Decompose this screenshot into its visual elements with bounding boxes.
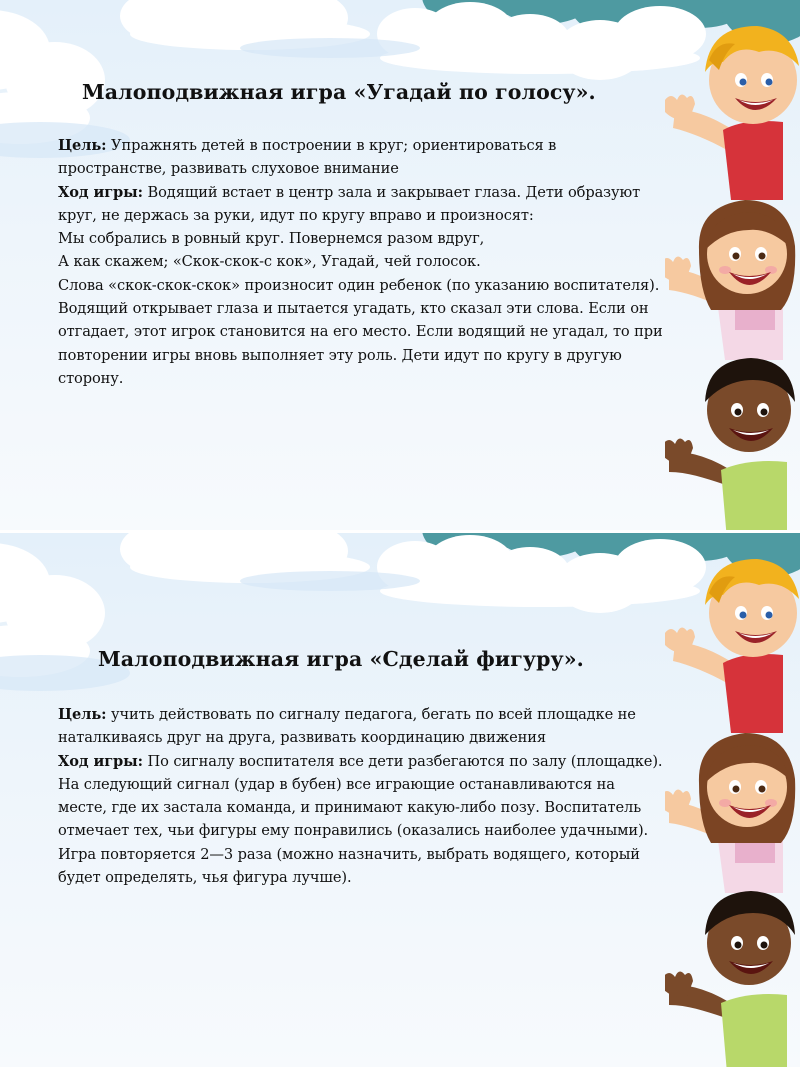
slide-title: Малоподвижная игра «Сделай фигуру». [98, 647, 584, 671]
process-text: Водящий встает в центр зала и закрывает глаза. Дети образуют круг, не держась за руки, идут по кругу вправо и произносят: [58, 183, 641, 224]
rhyme-line: А как скажем; «Скок-скок-с кок», Угадай, чей голосок. [58, 253, 481, 271]
process-text: По сигналу воспитателя все дети разбегаются по залу (площадке). На следующий сигнал (удар в бубен) все играющие останавливаются на месте, где их застала команда, и принимают какую-либо позу. Воспитатель отмечает тех, чьи фигуры ему понравились (оказались наиболее удачными). Игра повторяется 2—3 раза (можно назначить, выбрать водящего, который будет определять, чья фигура лучше). [58, 752, 663, 887]
process-label: Ход игры: [58, 183, 143, 201]
goal-text: учить действовать по сигналу педагога, бегать по всей площадке не наталкиваясь друг на друга, развивать координацию движения [58, 706, 636, 747]
goal-paragraph [58, 134, 668, 181]
instruction-paragraph: Слова «скок-скок-скок» произносит один ребенок (по указанию воспитателя). [58, 276, 660, 294]
kids-illustration [665, 0, 800, 530]
kids-illustration [665, 533, 800, 1067]
goal-text: Упражнять детей в построении в круг; ориентироваться в пространстве, развивать слуховое внимание [58, 137, 557, 178]
slide-body [58, 134, 668, 390]
slide-guess-by-voice [0, 0, 800, 530]
process-paragraph [58, 181, 668, 228]
goal-label: Цель: [58, 137, 107, 154]
rules-paragraph: Водящий открывает глаза и пытается угадать, кто сказал эти слова. Если он отгадает, этот игрок становится на его место. Если водящий не угадал, то при повторении игры вновь выполняет эту роль. Дети идут по кругу в другую сторону. [58, 300, 663, 387]
slide-make-a-figure [0, 533, 800, 1067]
goal-paragraph [58, 703, 668, 750]
process-label: Ход игры: [58, 752, 143, 770]
goal-label: Цель: [58, 706, 107, 723]
slide-title: Малоподвижная игра «Угадай по голосу». [82, 80, 596, 104]
process-paragraph [58, 750, 668, 890]
rhyme-line: Мы собрались в ровный круг. Повернемся разом вдруг, [58, 230, 485, 248]
slide-body [58, 703, 668, 889]
